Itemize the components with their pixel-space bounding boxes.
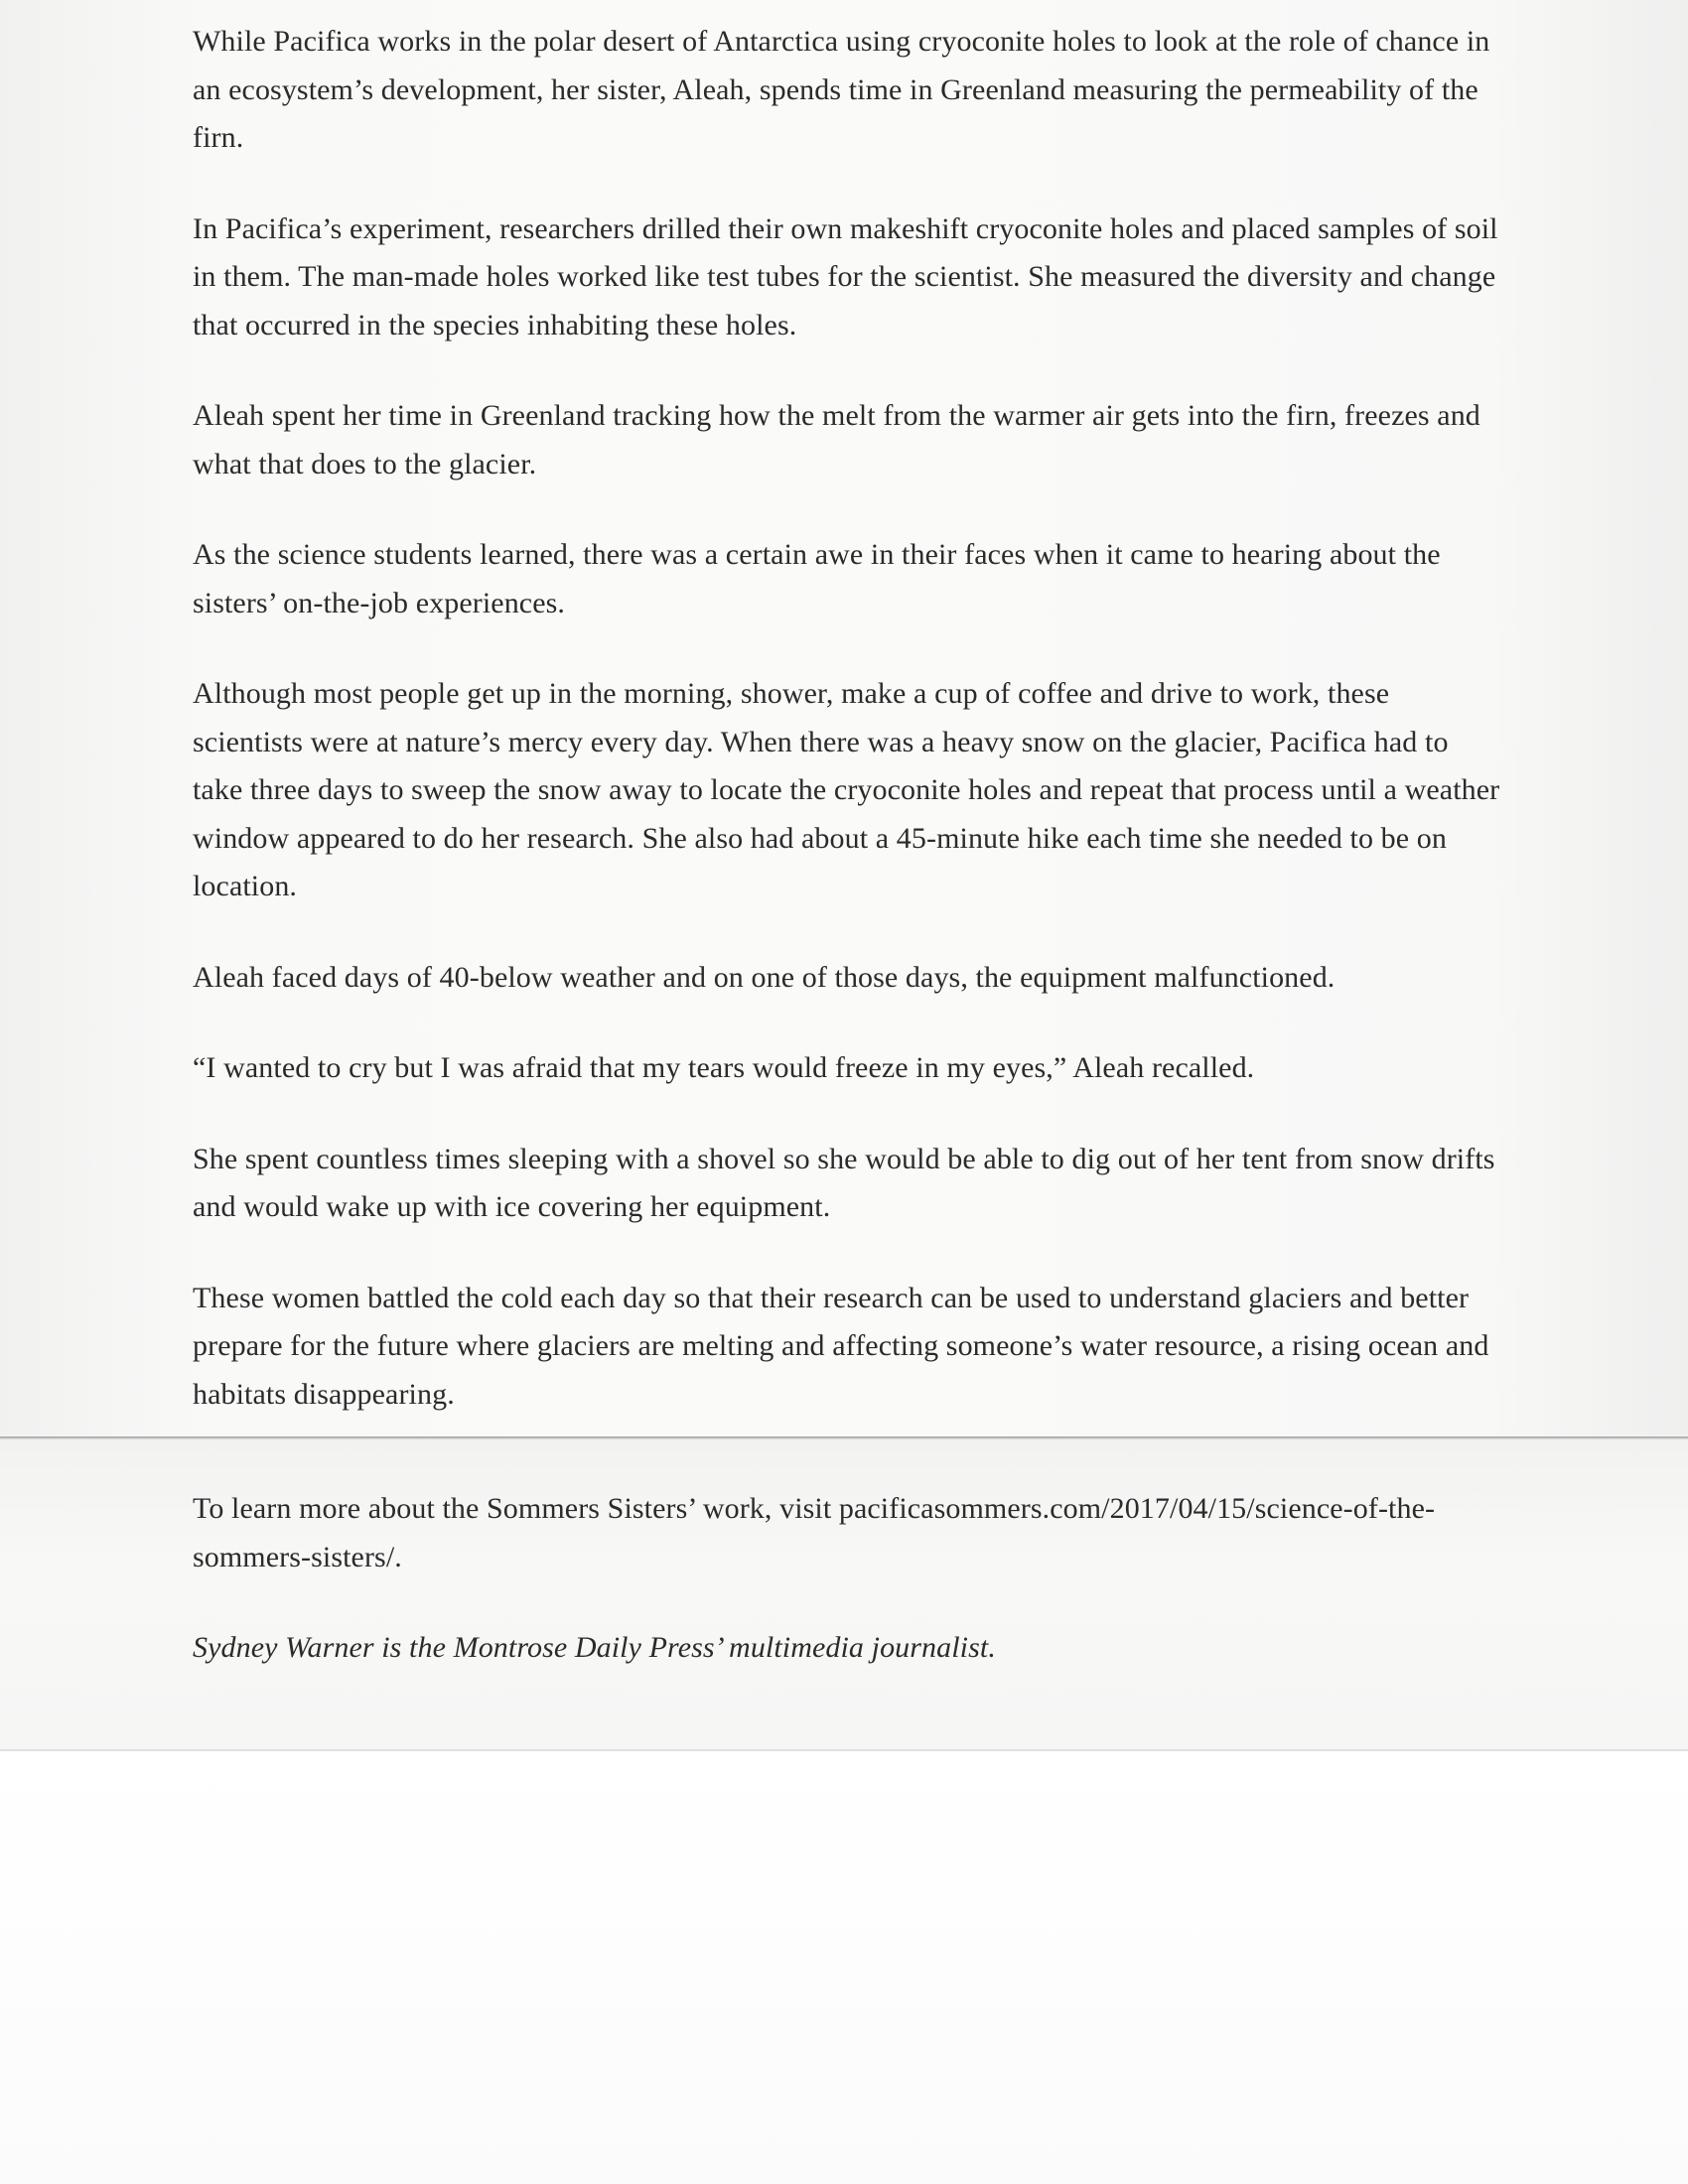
article-paragraph: Although most people get up in the morning, shower, make a cup of coffee and drive to work, these scientists were at nature’s mercy every day. When there was a heavy snow on the glacier, Pacifica had to take three days to sweep the snow away to locate the cryoconite holes and repeat that process until a weather window appeared to do her research. She also had about a 45-minute hike each time she needed to be on location. (193, 677, 1500, 902)
article-paragraph: Aleah spent her time in Greenland tracking how the melt from the warmer air gets into the firn, freezes and what that does to the glacier. (193, 399, 1480, 480)
article-body (193, 18, 1503, 1461)
article-paragraph: In Pacifica’s experiment, researchers drilled their own makeshift cryoconite holes and placed samples of soil in them. The man-made holes worked like test tubes for the scientist. She measured the diversity and change that occurred in the species inhabiting these holes. (193, 211, 1498, 341)
article-paragraph: She spent countless times sleeping with a shovel so she would be able to dig out of her tent from snow drifts and would wake up with ice covering her equipment. (193, 1142, 1495, 1223)
article-footer (193, 1485, 1503, 1715)
blank-area (0, 1751, 1688, 2184)
article-paragraph: As the science students learned, there was a certain awe in their faces when it came to hearing about the sisters’ on-the-job experiences. (193, 538, 1441, 619)
more-info-note: To learn more about the Sommers Sisters’ work, visit pacificasommers.com/2017/04/15/science-of-the-sommers-sisters/. (193, 1492, 1436, 1573)
article-paragraph: These women battled the cold each day so that their research can be used to understand glaciers and better prepare for the future where glaciers are melting and affecting someone’s water resource, a rising ocean and habitats disappearing. (193, 1281, 1489, 1411)
author-byline: Sydney Warner is the Montrose Daily Press’ multimedia journalist. (193, 1631, 996, 1664)
article-paragraph: Aleah faced days of 40-below weather and on one of those days, the equipment malfunctioned. (193, 960, 1336, 994)
article-paragraph: While Pacifica works in the polar desert of Antarctica using cryoconite holes to look at the role of chance in an ecosystem’s development, her sister, Aleah, spends time in Greenland measuring the permeability of the firn. (193, 25, 1490, 154)
article-quote: “I wanted to cry but I was afraid that my tears would freeze in my eyes,” Aleah recalled. (193, 1051, 1255, 1084)
